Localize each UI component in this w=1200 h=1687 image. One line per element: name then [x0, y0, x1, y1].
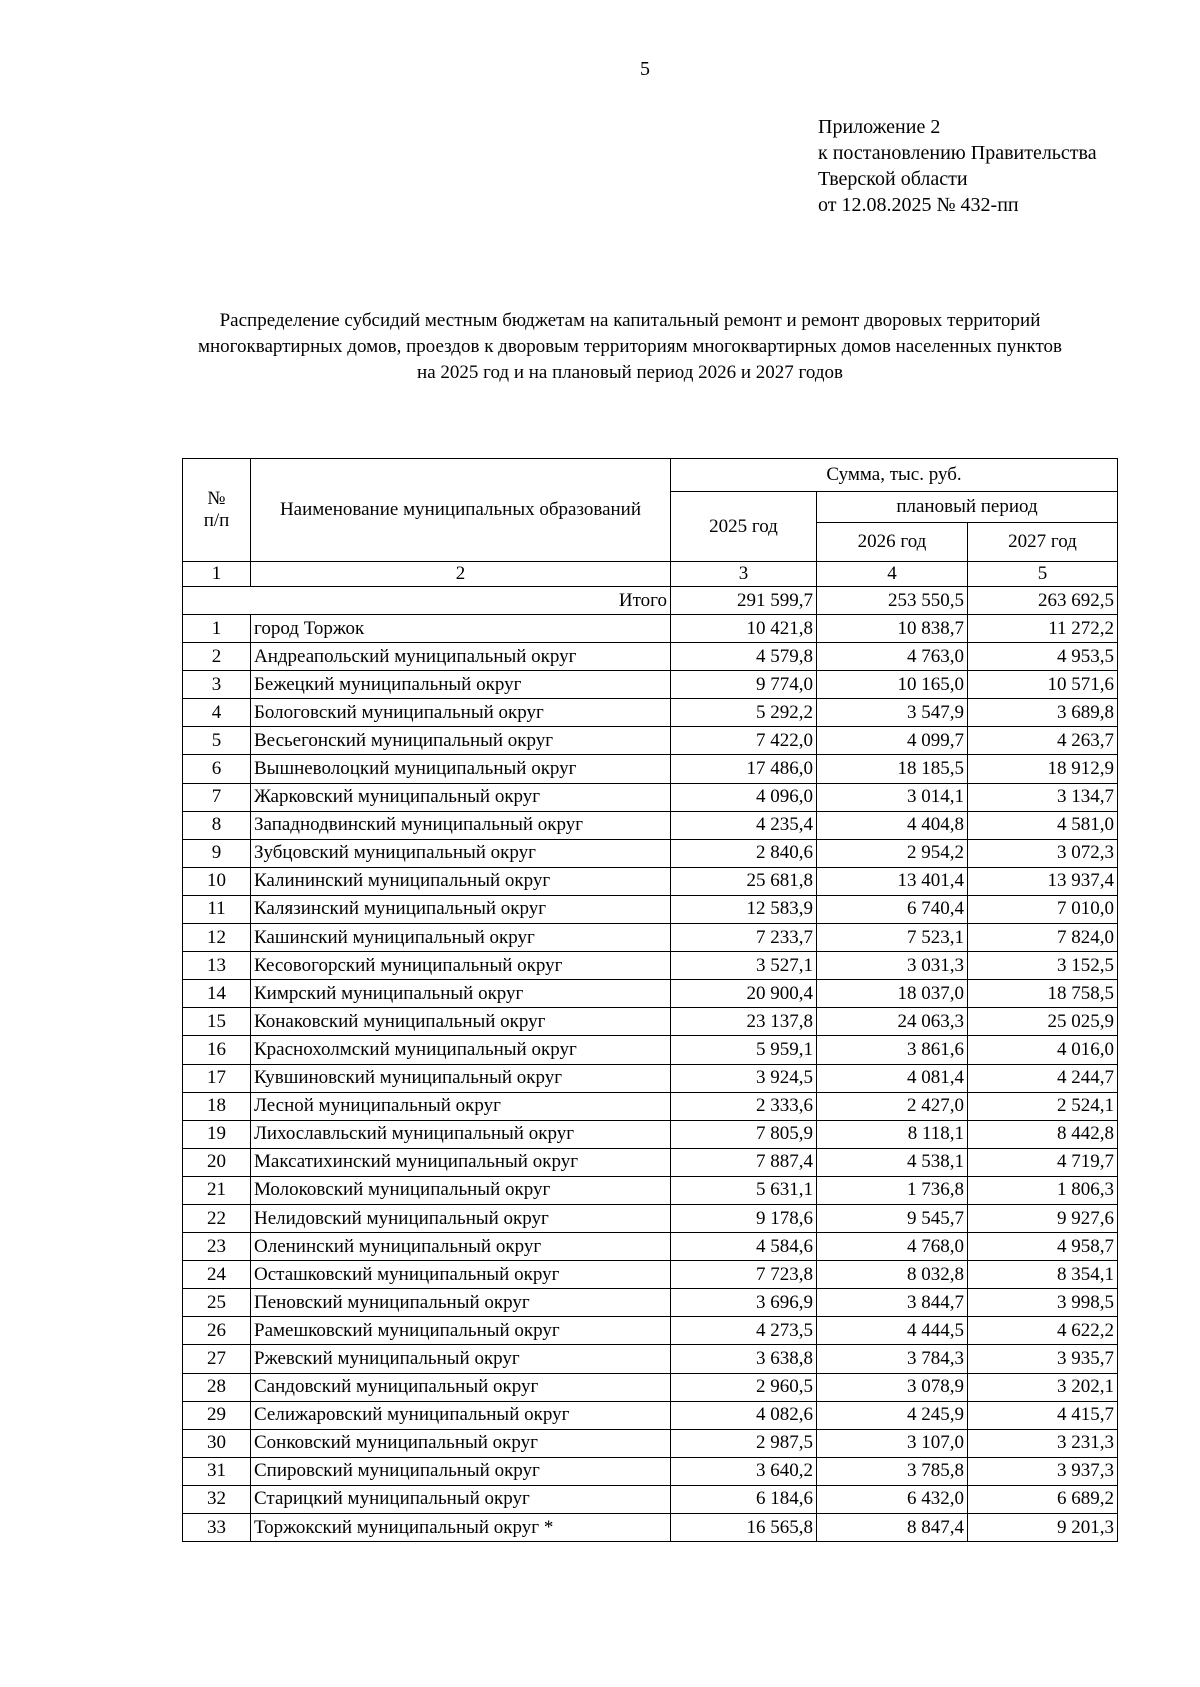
table-row [183, 811, 1118, 839]
table-row [183, 952, 1118, 980]
municipality-name: Кашинский муниципальный округ [251, 924, 671, 952]
column-number: 4 [817, 562, 968, 587]
amount-2026: 10 165,0 [817, 671, 968, 699]
municipality-name: Жарковский муниципальный округ [251, 783, 671, 811]
amount-2027: 18 758,5 [968, 980, 1118, 1008]
amount-2026: 8 032,8 [817, 1261, 968, 1289]
amount-2027: 25 025,9 [968, 1008, 1118, 1036]
amount-2026: 24 063,3 [817, 1008, 968, 1036]
header-number-line: № [207, 488, 226, 509]
row-number: 16 [183, 1036, 251, 1064]
amount-2026: 3 031,3 [817, 952, 968, 980]
amount-2027: 3 935,7 [968, 1345, 1118, 1373]
table-row [183, 1485, 1118, 1513]
amount-2027: 3 134,7 [968, 783, 1118, 811]
amount-2025: 2 333,6 [671, 1092, 817, 1120]
amount-2025: 7 805,9 [671, 1120, 817, 1148]
amount-2025: 10 421,8 [671, 615, 817, 643]
table-row [183, 1233, 1118, 1261]
amount-2027: 4 958,7 [968, 1233, 1118, 1261]
row-number: 7 [183, 783, 251, 811]
table-row [183, 699, 1118, 727]
amount-2027: 8 442,8 [968, 1120, 1118, 1148]
row-number: 15 [183, 1008, 251, 1036]
amount-2025: 7 887,4 [671, 1148, 817, 1176]
row-number: 4 [183, 699, 251, 727]
amount-2026: 18 185,5 [817, 755, 968, 783]
amount-2025: 9 178,6 [671, 1204, 817, 1232]
table-row [183, 1261, 1118, 1289]
municipality-name: Краснохолмский муниципальный округ [251, 1036, 671, 1064]
amount-2027: 4 244,7 [968, 1064, 1118, 1092]
amount-2025: 2 960,5 [671, 1373, 817, 1401]
total-2026: 253 550,5 [817, 587, 968, 615]
amount-2025: 2 840,6 [671, 839, 817, 867]
amount-2027: 10 571,6 [968, 671, 1118, 699]
amount-2026: 9 545,7 [817, 1204, 968, 1232]
amount-2027: 4 263,7 [968, 727, 1118, 755]
table-row [183, 867, 1118, 895]
table-row [183, 980, 1118, 1008]
amount-2025: 7 723,8 [671, 1261, 817, 1289]
municipality-name: Сандовский муниципальный округ [251, 1373, 671, 1401]
table-row [183, 1204, 1118, 1232]
row-number: 30 [183, 1429, 251, 1457]
table-row [183, 1036, 1118, 1064]
title-line: Распределение субсидий местным бюджетам на капитальный ремонт и ремонт дворовых территорий [219, 310, 1041, 331]
amount-2025: 7 233,7 [671, 924, 817, 952]
table-row [183, 1345, 1118, 1373]
municipality-name: Бологовский муниципальный округ [251, 699, 671, 727]
amount-2027: 3 072,3 [968, 839, 1118, 867]
table-row [183, 615, 1118, 643]
row-number: 13 [183, 952, 251, 980]
amount-2026: 18 037,0 [817, 980, 968, 1008]
row-number: 19 [183, 1120, 251, 1148]
municipality-name: Лихославльский муниципальный округ [251, 1120, 671, 1148]
table-row [183, 1457, 1118, 1485]
amount-2026: 3 785,8 [817, 1457, 968, 1485]
amount-2025: 9 774,0 [671, 671, 817, 699]
row-number: 31 [183, 1457, 251, 1485]
amount-2027: 3 689,8 [968, 699, 1118, 727]
amount-2026: 3 078,9 [817, 1373, 968, 1401]
amount-2027: 3 231,3 [968, 1429, 1118, 1457]
amount-2026: 10 838,7 [817, 615, 968, 643]
amount-2027: 4 622,2 [968, 1317, 1118, 1345]
amount-2025: 3 696,9 [671, 1289, 817, 1317]
amount-2026: 3 107,0 [817, 1429, 968, 1457]
row-number: 20 [183, 1148, 251, 1176]
amount-2027: 7 010,0 [968, 895, 1118, 923]
amount-2026: 1 736,8 [817, 1176, 968, 1204]
column-number: 1 [183, 562, 251, 587]
municipality-name: Кимрский муниципальный округ [251, 980, 671, 1008]
table-row [183, 1148, 1118, 1176]
header-plan-period: плановый период [817, 492, 1118, 523]
row-number: 26 [183, 1317, 251, 1345]
table-row [183, 671, 1118, 699]
table-row [183, 1289, 1118, 1317]
amount-2027: 3 152,5 [968, 952, 1118, 980]
table-row [183, 755, 1118, 783]
amount-2026: 3 861,6 [817, 1036, 968, 1064]
municipality-name: Максатихинский муниципальный округ [251, 1148, 671, 1176]
row-number: 14 [183, 980, 251, 1008]
table-row [183, 1064, 1118, 1092]
amount-2025: 12 583,9 [671, 895, 817, 923]
column-number: 5 [968, 562, 1118, 587]
amount-2025: 4 273,5 [671, 1317, 817, 1345]
amount-2026: 4 404,8 [817, 811, 968, 839]
row-number: 9 [183, 839, 251, 867]
header-name: Наименование муниципальных образований [251, 459, 671, 562]
amount-2026: 4 538,1 [817, 1148, 968, 1176]
municipality-name: Андреапольский муниципальный округ [251, 643, 671, 671]
municipality-name: Сонковский муниципальный округ [251, 1429, 671, 1457]
row-number: 11 [183, 895, 251, 923]
appendix-line: к постановлению Правительства [818, 142, 1097, 164]
municipality-name: Оленинский муниципальный округ [251, 1233, 671, 1261]
amount-2027: 4 719,7 [968, 1148, 1118, 1176]
amount-2027: 11 272,2 [968, 615, 1118, 643]
table-row [183, 1120, 1118, 1148]
row-number: 32 [183, 1485, 251, 1513]
municipality-name: Спировский муниципальный округ [251, 1457, 671, 1485]
amount-2025: 7 422,0 [671, 727, 817, 755]
amount-2027: 4 016,0 [968, 1036, 1118, 1064]
municipality-name: Бежецкий муниципальный округ [251, 671, 671, 699]
header-year-2027: 2027 год [968, 523, 1118, 562]
municipality-name: Осташковский муниципальный округ [251, 1261, 671, 1289]
row-number: 23 [183, 1233, 251, 1261]
amount-2025: 4 579,8 [671, 643, 817, 671]
row-number: 2 [183, 643, 251, 671]
amount-2026: 4 099,7 [817, 727, 968, 755]
amount-2025: 23 137,8 [671, 1008, 817, 1036]
row-number: 12 [183, 924, 251, 952]
amount-2025: 5 292,2 [671, 699, 817, 727]
header-number-line: п/п [203, 510, 230, 531]
amount-2027: 9 927,6 [968, 1204, 1118, 1232]
amount-2026: 3 844,7 [817, 1289, 968, 1317]
amount-2027: 4 581,0 [968, 811, 1118, 839]
amount-2026: 8 118,1 [817, 1120, 968, 1148]
amount-2026: 3 547,9 [817, 699, 968, 727]
appendix-line: Приложение 2 [818, 116, 941, 138]
row-number: 3 [183, 671, 251, 699]
amount-2027: 9 201,3 [968, 1514, 1118, 1542]
table-row [183, 1401, 1118, 1429]
amount-2027: 4 953,5 [968, 643, 1118, 671]
municipality-name: Пеновский муниципальный округ [251, 1289, 671, 1317]
amount-2027: 3 937,3 [968, 1457, 1118, 1485]
header-sum: Сумма, тыс. руб. [671, 459, 1118, 492]
amount-2026: 4 768,0 [817, 1233, 968, 1261]
municipality-name: Молоковский муниципальный округ [251, 1176, 671, 1204]
municipality-name: Торжокский муниципальный округ * [251, 1514, 671, 1542]
municipality-name: город Торжок [251, 615, 671, 643]
amount-2025: 3 527,1 [671, 952, 817, 980]
total-label: Итого [183, 587, 671, 615]
amount-2025: 17 486,0 [671, 755, 817, 783]
amount-2026: 13 401,4 [817, 867, 968, 895]
appendix-line: от 12.08.2025 № 432-пп [818, 194, 1019, 216]
row-number: 27 [183, 1345, 251, 1373]
column-number: 2 [251, 562, 671, 587]
row-number: 17 [183, 1064, 251, 1092]
municipality-name: Ржевский муниципальный округ [251, 1345, 671, 1373]
table-row [183, 924, 1118, 952]
title-line: на 2025 год и на плановый период 2026 и 2027 годов [417, 362, 843, 383]
municipality-name: Селижаровский муниципальный округ [251, 1401, 671, 1429]
amount-2025: 2 987,5 [671, 1429, 817, 1457]
municipality-name: Рамешковский муниципальный округ [251, 1317, 671, 1345]
total-2027: 263 692,5 [968, 587, 1118, 615]
row-number: 29 [183, 1401, 251, 1429]
amount-2026: 3 014,1 [817, 783, 968, 811]
municipality-name: Вышневолоцкий муниципальный округ [251, 755, 671, 783]
amount-2026: 4 763,0 [817, 643, 968, 671]
title-line: многоквартирных домов, проездов к дворовым территориям многоквартирных домов населенных пунктов [197, 336, 1062, 357]
table-row [183, 1373, 1118, 1401]
amount-2026: 3 784,3 [817, 1345, 968, 1373]
municipality-name: Нелидовский муниципальный округ [251, 1204, 671, 1232]
amount-2025: 4 584,6 [671, 1233, 817, 1261]
table-row [183, 1092, 1118, 1120]
total-2025: 291 599,7 [671, 587, 817, 615]
row-number: 28 [183, 1373, 251, 1401]
amount-2026: 2 427,0 [817, 1092, 968, 1120]
amount-2026: 8 847,4 [817, 1514, 968, 1542]
amount-2027: 6 689,2 [968, 1485, 1118, 1513]
table-row [183, 727, 1118, 755]
row-number: 6 [183, 755, 251, 783]
amount-2027: 7 824,0 [968, 924, 1118, 952]
municipality-name: Конаковский муниципальный округ [251, 1008, 671, 1036]
municipality-name: Зубцовский муниципальный округ [251, 839, 671, 867]
amount-2025: 25 681,8 [671, 867, 817, 895]
municipality-name: Калининский муниципальный округ [251, 867, 671, 895]
row-number: 21 [183, 1176, 251, 1204]
column-number: 3 [671, 562, 817, 587]
municipality-name: Весьегонский муниципальный округ [251, 727, 671, 755]
row-number: 10 [183, 867, 251, 895]
amount-2027: 13 937,4 [968, 867, 1118, 895]
amount-2026: 7 523,1 [817, 924, 968, 952]
amount-2026: 2 954,2 [817, 839, 968, 867]
amount-2025: 5 631,1 [671, 1176, 817, 1204]
amount-2026: 6 740,4 [817, 895, 968, 923]
amount-2025: 5 959,1 [671, 1036, 817, 1064]
amount-2027: 1 806,3 [968, 1176, 1118, 1204]
municipality-name: Старицкий муниципальный округ [251, 1485, 671, 1513]
row-number: 25 [183, 1289, 251, 1317]
amount-2027: 8 354,1 [968, 1261, 1118, 1289]
table-row [183, 643, 1118, 671]
header-year-2026: 2026 год [817, 523, 968, 562]
amount-2027: 3 998,5 [968, 1289, 1118, 1317]
table-row [183, 895, 1118, 923]
municipality-name: Лесной муниципальный округ [251, 1092, 671, 1120]
amount-2027: 3 202,1 [968, 1373, 1118, 1401]
table-row [183, 783, 1118, 811]
header-year-2025: 2025 год [671, 492, 817, 562]
table-row [183, 1008, 1118, 1036]
amount-2025: 4 235,4 [671, 811, 817, 839]
amount-2026: 4 444,5 [817, 1317, 968, 1345]
header-number [183, 459, 251, 562]
amount-2025: 4 096,0 [671, 783, 817, 811]
amount-2026: 4 245,9 [817, 1401, 968, 1429]
amount-2026: 4 081,4 [817, 1064, 968, 1092]
amount-2027: 4 415,7 [968, 1401, 1118, 1429]
municipality-name: Калязинский муниципальный округ [251, 895, 671, 923]
subsidy-table [182, 458, 1118, 1542]
row-number: 8 [183, 811, 251, 839]
amount-2025: 3 638,8 [671, 1345, 817, 1373]
appendix-block [818, 114, 1097, 218]
table-row [183, 1176, 1118, 1204]
municipality-name: Кувшиновский муниципальный округ [251, 1064, 671, 1092]
row-number: 5 [183, 727, 251, 755]
amount-2025: 3 924,5 [671, 1064, 817, 1092]
document-title [150, 308, 1110, 386]
amount-2027: 18 912,9 [968, 755, 1118, 783]
amount-2025: 4 082,6 [671, 1401, 817, 1429]
page-number: 5 [640, 58, 650, 80]
amount-2025: 16 565,8 [671, 1514, 817, 1542]
municipality-name: Западнодвинский муниципальный округ [251, 811, 671, 839]
appendix-line: Тверской области [818, 168, 968, 190]
amount-2025: 20 900,4 [671, 980, 817, 1008]
table-row [183, 1429, 1118, 1457]
municipality-name: Кесовогорский муниципальный округ [251, 952, 671, 980]
amount-2027: 2 524,1 [968, 1092, 1118, 1120]
row-number: 1 [183, 615, 251, 643]
row-number: 24 [183, 1261, 251, 1289]
row-number: 18 [183, 1092, 251, 1120]
row-number: 33 [183, 1514, 251, 1542]
table-row [183, 1514, 1118, 1542]
amount-2025: 3 640,2 [671, 1457, 817, 1485]
row-number: 22 [183, 1204, 251, 1232]
amount-2025: 6 184,6 [671, 1485, 817, 1513]
table-row [183, 1317, 1118, 1345]
table-row [183, 839, 1118, 867]
amount-2026: 6 432,0 [817, 1485, 968, 1513]
